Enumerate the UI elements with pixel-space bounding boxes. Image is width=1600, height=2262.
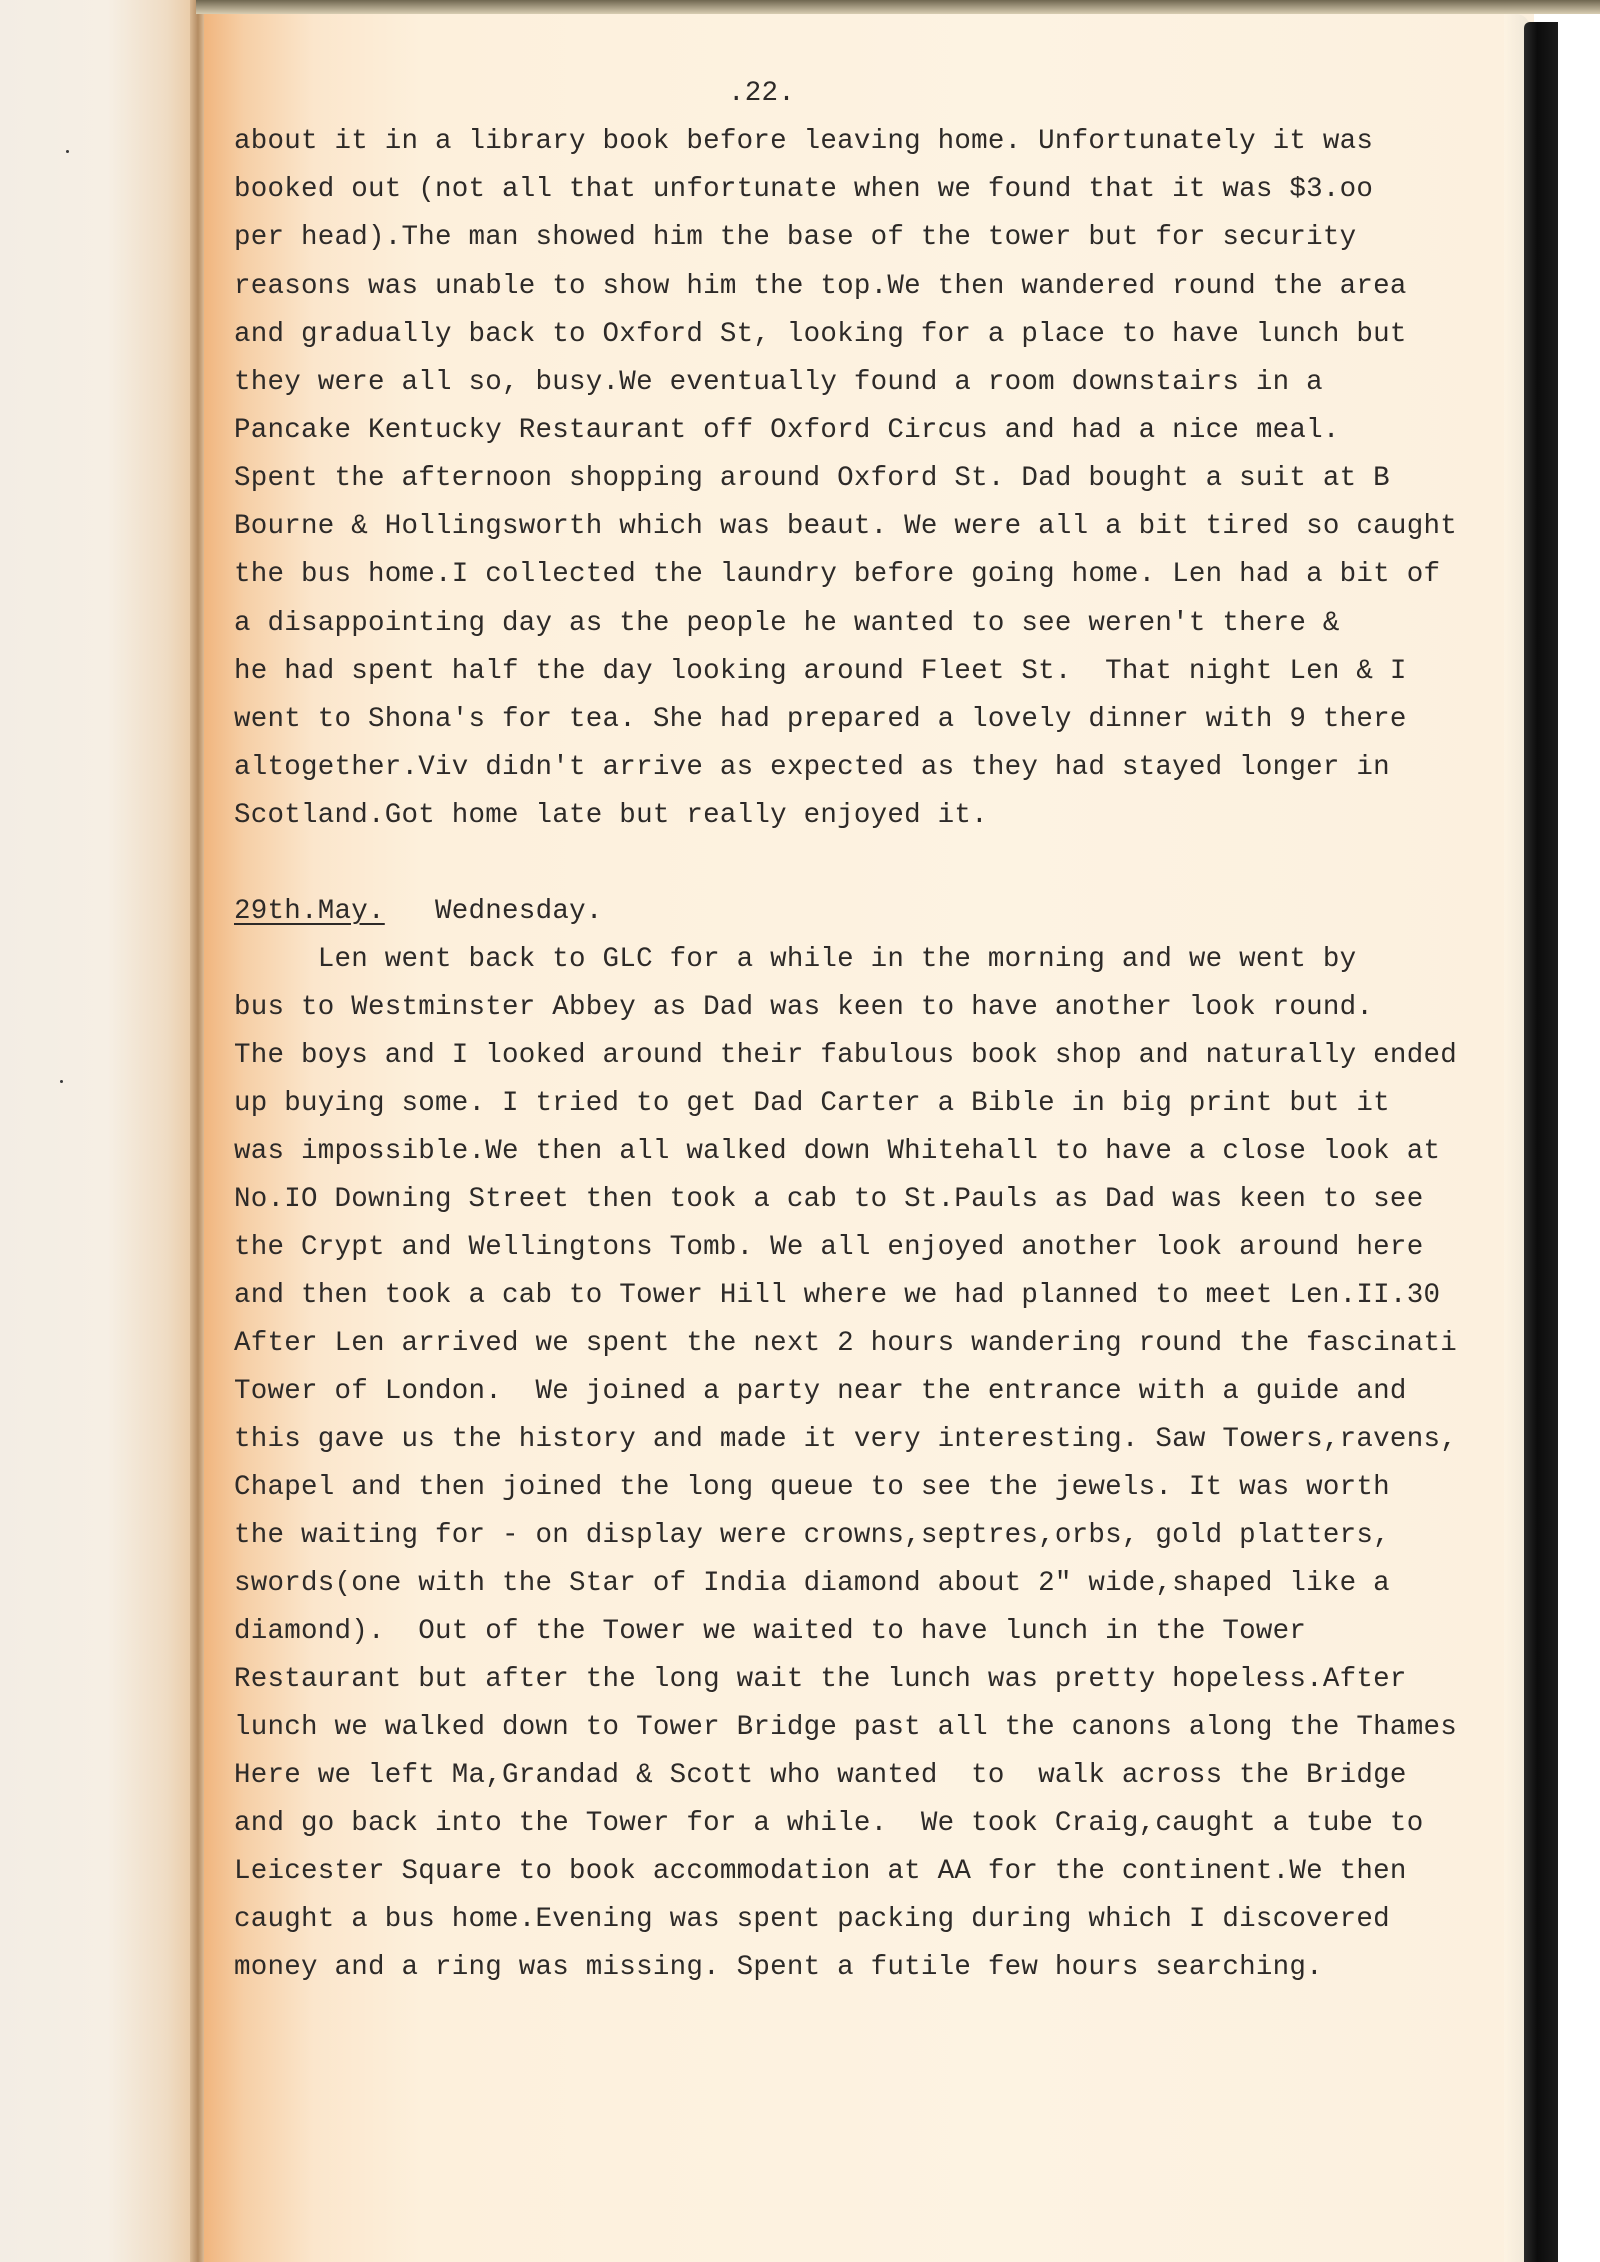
entry-date: 29th.May. xyxy=(234,896,385,927)
text-line: Here we left Ma,Grandad & Scott who wanted to walk across the Bridge xyxy=(234,1760,1407,1791)
text-line: a disappointing day as the people he wanted to see weren't there & xyxy=(234,608,1340,639)
text-line: went to Shona's for tea. She had prepared a lovely dinner with 9 there xyxy=(234,704,1407,735)
text-line: caught a bus home.Evening was spent packing during which I discovered xyxy=(234,1904,1390,1935)
text-line: about it in a library book before leaving home. Unfortunately it was xyxy=(234,126,1374,157)
paper-speck xyxy=(60,1080,63,1083)
text-line: reasons was unable to show him the top.We then wandered round the area xyxy=(234,271,1407,302)
entry-weekday: Wednesday. xyxy=(435,896,603,927)
text-line: the Crypt and Wellingtons Tomb. We all enjoyed another look around here xyxy=(234,1232,1424,1263)
text-line: he had spent half the day looking around Fleet St. That night Len & I xyxy=(234,656,1407,687)
left-page-margin xyxy=(0,0,196,2262)
text-line: Len went back to GLC for a while in the morning and we went by xyxy=(234,944,1357,975)
text-line: Bourne & Hollingsworth which was beaut. We were all a bit tired so caught xyxy=(234,511,1457,542)
text-line: lunch we walked down to Tower Bridge past all the canons along the Thames xyxy=(234,1712,1457,1743)
text-line: money and a ring was missing. Spent a futile few hours searching. xyxy=(234,1952,1323,1983)
text-line: and then took a cab to Tower Hill where we had planned to meet Len.II.30 xyxy=(234,1280,1441,1311)
text-line: swords(one with the Star of India diamond about 2" wide,shaped like a xyxy=(234,1568,1390,1599)
text-line: per head).The man showed him the base of the tower but for security xyxy=(234,222,1357,253)
text-line: and gradually back to Oxford St, looking for a place to have lunch but xyxy=(234,319,1407,350)
text-line: was impossible.We then all walked down Whitehall to have a close look at xyxy=(234,1136,1441,1167)
text-line: No.IO Downing Street then took a cab to St.Pauls as Dad was keen to see xyxy=(234,1184,1424,1215)
text-line: booked out (not all that unfortunate when we found that it was $3.oo xyxy=(234,174,1374,205)
text-line: Chapel and then joined the long queue to see the jewels. It was worth xyxy=(234,1472,1390,1503)
text-line: up buying some. I tried to get Dad Carter a Bible in big print but it xyxy=(234,1088,1390,1119)
text-line: After Len arrived we spent the next 2 hours wandering round the fascinati xyxy=(234,1328,1457,1359)
text-line: Tower of London. We joined a party near the entrance with a guide and xyxy=(234,1376,1407,1407)
text-line: altogether.Viv didn't arrive as expected as they had stayed longer in xyxy=(234,752,1390,783)
text-line: the bus home.I collected the laundry before going home. Len had a bit of xyxy=(234,559,1441,590)
text-line: they were all so, busy.We eventually found a room downstairs in a xyxy=(234,367,1323,398)
page-number: .22. xyxy=(728,78,796,109)
typewritten-text xyxy=(234,70,1534,2208)
paper-speck xyxy=(66,150,69,153)
text-line: and go back into the Tower for a while. We took Craig,caught a tube to xyxy=(234,1808,1424,1839)
text-line: Leicester Square to book accommodation at AA for the continent.We then xyxy=(234,1856,1407,1887)
text-line: Restaurant but after the long wait the lunch was pretty hopeless.After xyxy=(234,1664,1407,1695)
text-line: diamond). Out of the Tower we waited to have lunch in the Tower xyxy=(234,1616,1307,1647)
text-line: this gave us the history and made it very interesting. Saw Towers,ravens, xyxy=(234,1424,1457,1455)
entry-heading xyxy=(234,888,603,937)
text-line: the waiting for - on display were crowns,septres,orbs, gold platters, xyxy=(234,1520,1390,1551)
top-edge-shadow xyxy=(196,0,1600,14)
text-line: Scotland.Got home late but really enjoyed it. xyxy=(234,800,988,831)
text-line: bus to Westminster Abbey as Dad was keen to have another look round. xyxy=(234,992,1374,1023)
text-line: The boys and I looked around their fabulous book shop and naturally ended xyxy=(234,1040,1457,1071)
text-line: Spent the afternoon shopping around Oxford St. Dad bought a suit at B xyxy=(234,463,1390,494)
text-line: Pancake Kentucky Restaurant off Oxford Circus and had a nice meal. xyxy=(234,415,1340,446)
